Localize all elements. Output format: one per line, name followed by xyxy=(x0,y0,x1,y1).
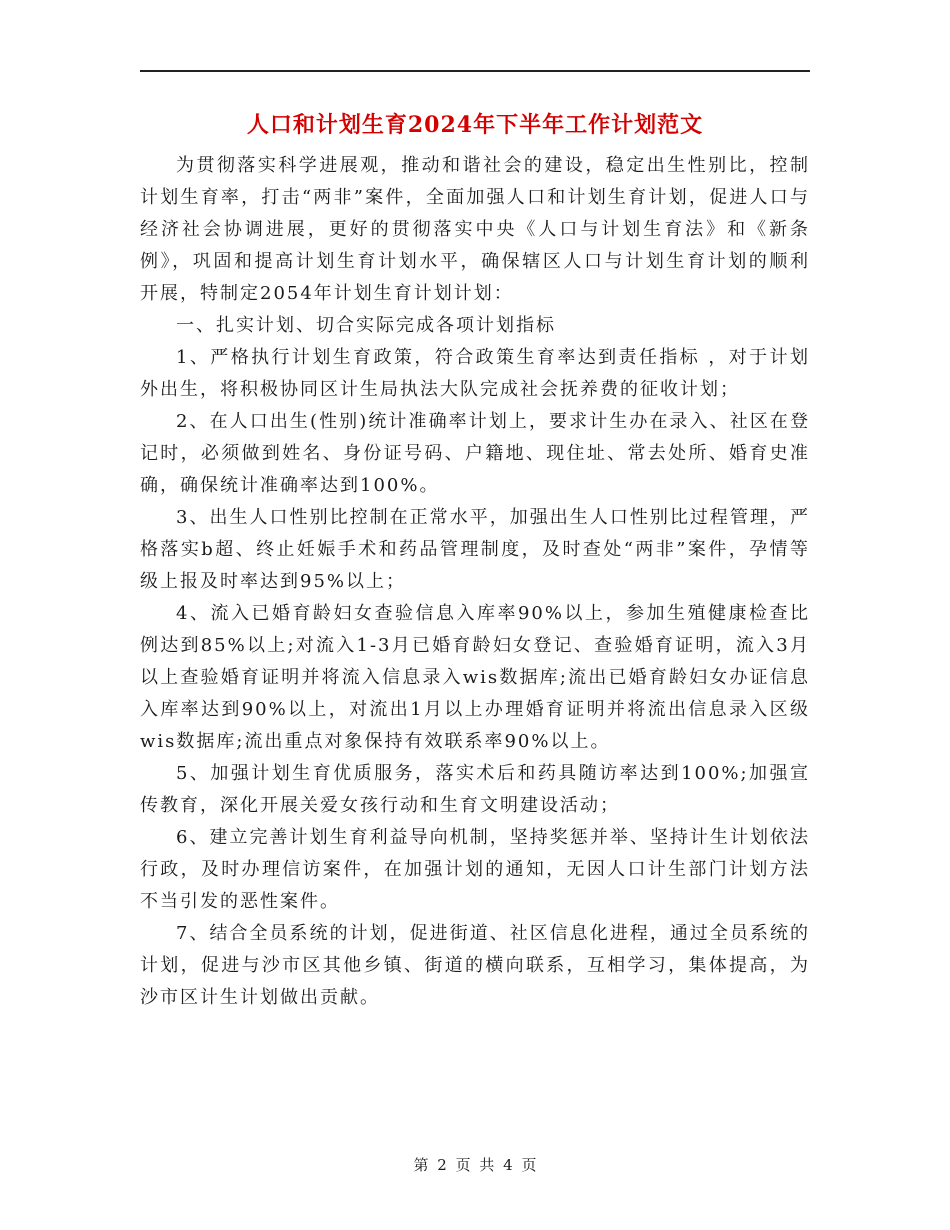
paragraph-item-7: 7、结合全员系统的计划，促进街道、社区信息化进程，通过全员系统的计划，促进与沙市区其他乡镇、街道的横向联系，互相学习，集体提高，为沙市区计生计划做出贡献。 xyxy=(140,923,810,1008)
document-body xyxy=(140,150,810,1014)
paragraph-item-2: 2、在人口出生(性别)统计准确率计划上，要求计生办在录入、社区在登记时，必须做到姓名、身份证号码、户籍地、现住址、常去处所、婚育史准确，确保统计准确率达到100%。 xyxy=(140,411,810,496)
header-rule xyxy=(140,70,810,72)
document-title: 人口和计划生育2024年下半年工作计划范文 xyxy=(246,112,704,138)
paragraph-intro: 为贯彻落实科学进展观，推动和谐社会的建设，稳定出生性别比，控制计划生育率，打击“两非”案件，全面加强人口和计划生育计划，促进人口与经济社会协调进展，更好的贯彻落实中央《人口与计划生育法》和《新条例》，巩固和提高计划生育计划水平，确保辖区人口与计划生育计划的顺利开展，特制定2054年计划生育计划计划： xyxy=(140,155,810,304)
page-number-footer: 第 2 页 共 4 页 xyxy=(413,1156,537,1174)
section-heading-1: 一、扎实计划、切合实际完成各项计划指标 xyxy=(176,315,556,336)
paragraph-item-1: 1、严格执行计划生育政策，符合政策生育率达到责任指标 ，对于计划外出生，将积极协同区计生局执法大队完成社会抚养费的征收计划； xyxy=(140,347,810,400)
paragraph-item-6: 6、建立完善计划生育利益导向机制，坚持奖惩并举、坚持计生计划依法行政，及时办理信访案件，在加强计划的通知，无因人口计生部门计划方法不当引发的恶性案件。 xyxy=(140,827,810,912)
paragraph-item-3: 3、出生人口性别比控制在正常水平，加强出生人口性别比过程管理，严格落实b超、终止妊娠手术和药品管理制度，及时查处“两非”案件，孕情等级上报及时率达到95%以上； xyxy=(140,507,810,592)
paragraph-item-4: 4、流入已婚育龄妇女查验信息入库率90%以上，参加生殖健康检查比例达到85%以上;对流入1-3月已婚育龄妇女登记、查验婚育证明，流入3月以上查验婚育证明并将流入信息录入wis数据库;流出已婚育龄妇女办证信息入库率达到90%以上，对流出1月以上办理婚育证明并将流出信息录入区级wis数据库;流出重点对象保持有效联系率90%以上。 xyxy=(140,603,810,752)
paragraph-item-5: 5、加强计划生育优质服务，落实术后和药具随访率达到100%;加强宣传教育，深化开展关爱女孩行动和生育文明建设活动； xyxy=(140,763,810,816)
